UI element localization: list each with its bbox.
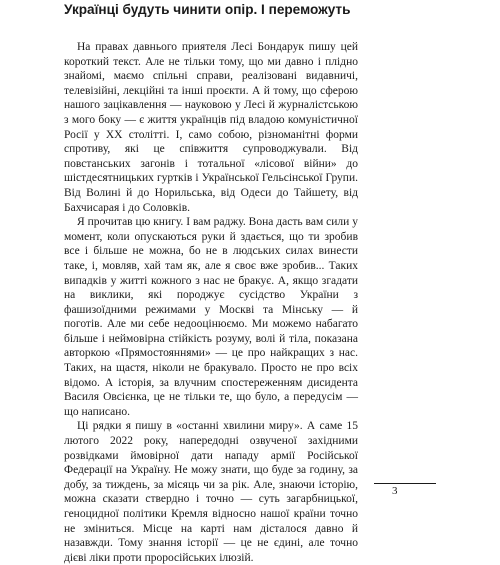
page-title: Українці будуть чинити опір. І переможуть	[64, 2, 351, 17]
body-text	[64, 40, 358, 565]
paragraph: На правах давнього приятеля Лесі Бондарук пишу цей короткий текст. Але не тільки тому, що ми давно і плідно знайомі, маємо спільні справи, реалізовані видавничі, телевізійні, лекційні та інші проєкти. А й тому, що сферою нашого зацікавлення — науковою у Лесі й журналістською з мого боку — є життя українців під владою комуністичної Росії у ХХ столітті. І, само собою, різноманітні форми спротиву, які це співжиття супроводжували. Від повстанських загонів і тотальної «лісової війни» до шістдесятницьких гуртків і Української Гельсінської Групи. Від Волині й до Норильська, від Одеси до Тайшету, від Бахчисарая і до Соловків.	[64, 41, 358, 214]
page-number: 3	[392, 485, 398, 497]
paragraph: Я прочитав цю книгу. І вам раджу. Вона дасть вам сили у момент, коли опускаються руки й здається, що ти зробив все і більше не можна, бо не в людських силах винести таке, і, мовляв, хай там як, але я своє вже зробив... Таких випадків у житті кожного з нас не бракує. А, якщо згадати на виклики, які породжує сусідство України з фашизоїдними режимами у Москві та Мінську — й поготів. Але ми себе недооцінюємо. Ми можемо набагато більше і неймовірна стійкість розуму, волі й тіла, показана авторкою «Прямостояннями» — це про найкращих з нас. Таких, на щастя, ніколи не бракувало. Просто не про всіх відомо. А історія, за влучним спостереженням дисидента Василя Овсієнка, це не тільки те, що було, а передусім — що написано.	[64, 216, 358, 418]
footer-rule	[374, 483, 436, 484]
paragraph: Ці рядки я пишу в «останні хвилини миру». А саме 15 лютого 2022 року, напередодні озвученої західними розвідками ймовірної дати нападу армії Російської Федерації на Україну. Не можу знати, що буде за годину, за добу, за тиждень, за місяць чи за рік. Але, знаючи історію, можна сказати ствердно і точно — суть загарбницької, геноцидної політики Кремля відносно нашої країни точно не зміниться. Місце на карті нам дісталося давно й назавжди. Тому знання історії — це не єдині, але точно дієві ліки проти проросійських ілюзій.	[64, 420, 358, 564]
